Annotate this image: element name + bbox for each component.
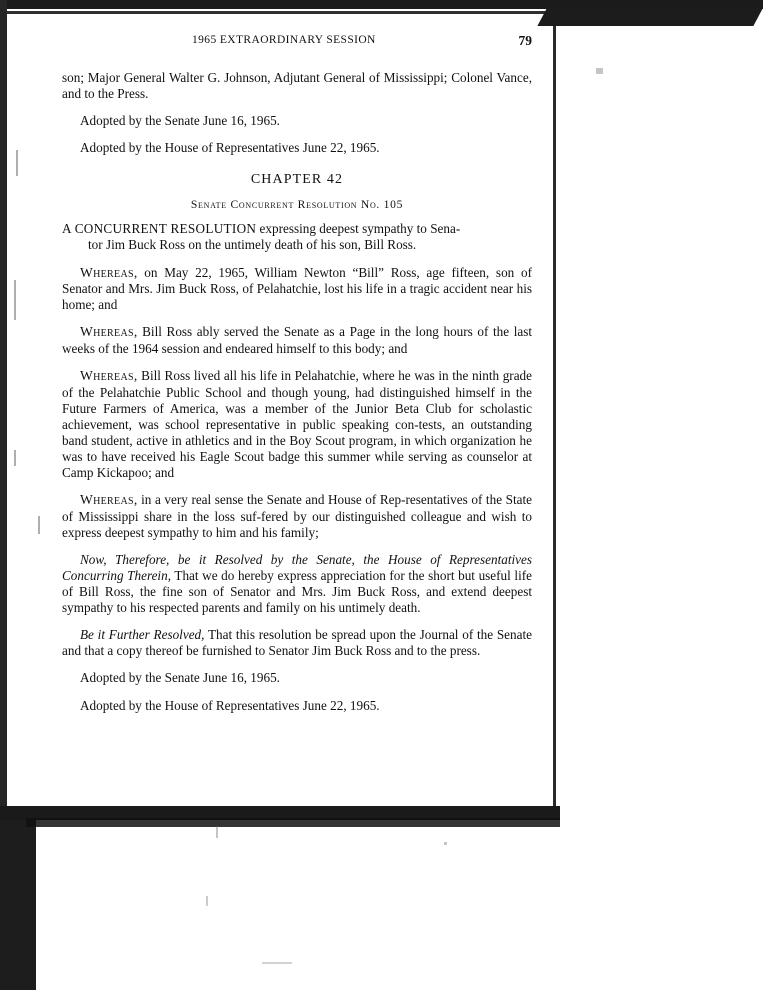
- adopted-house-bottom: Adopted by the House of Representatives June 22, 1965.: [80, 697, 380, 713]
- further-resolved-lead: Be it Further Resolved,: [80, 627, 205, 643]
- whereas-text-1: on May 22, 1965, William Newton “Bill” Ross, age fifteen, son of Senator and Mrs. Jim Buck Ross, of Pelahatchie, lost his life in a tragic accident near his home; and: [62, 264, 532, 313]
- scan-speck: [216, 826, 218, 838]
- scan-bottom-shadow: [26, 818, 560, 827]
- scan-corner-skew: [537, 6, 763, 26]
- whereas-label-3: Whereas,: [80, 368, 138, 383]
- whereas-clause-4: [62, 492, 532, 541]
- running-head-title: [192, 34, 376, 46]
- running-head-year: 1965 EXTRAORDINARY SESSION: [192, 34, 376, 46]
- whereas-clause-1: [62, 265, 532, 314]
- whereas-clause-2: [62, 324, 532, 357]
- resolution-heading: Senate Concurrent Resolution No. 105: [190, 198, 404, 212]
- chapter-heading: CHAPTER 42: [250, 172, 344, 188]
- resolved-clause: [62, 552, 532, 616]
- scan-top-edge: [7, 11, 556, 14]
- scan-speck: [596, 68, 603, 74]
- continued-paragraph: son; Major General Walter G. Johnson, Adjutant General of Mississippi; Colonel Vance, and to the Press.: [62, 70, 532, 102]
- scan-speck: [206, 896, 208, 906]
- scan-speck: [16, 150, 18, 176]
- resolution-intro: [62, 221, 532, 253]
- whereas-text-4: in a very real sense the Senate and House of Rep-resentatives of the State of Mississippi share in the loss suf-fered by our distinguished colleague and wish to express deepest sympathy to him and his family;: [62, 492, 533, 540]
- whereas-label-1: Whereas,: [80, 264, 138, 280]
- whereas-text-3: Bill Ross lived all his life in Pelahatchie, where he was in the ninth grade of the Pelahatchie Public School and though young, had distinguished himself in the Future Farmers of America, was a member of the Junior Beta Club for scholastic achievement, was school representative in public speaking con-tests, an outstanding band student, active in athletics and in the Boy Scout program, in which organization he was to have received his Eagle Scout badge this summer while serving as counselor at Camp Kickapoo; and: [62, 368, 532, 481]
- resolved-lead: Now, Therefore, be it Resolved by the Senate, the House of Representatives Concurring Therein,: [62, 551, 532, 583]
- whereas-text-2: Bill Ross ably served the Senate as a Page in the long hours of the last weeks of the 1964 session and endeared himself to this body; and: [62, 324, 533, 356]
- further-resolved-text: That this resolution be spread upon the Journal of the Senate and that a copy thereof be furnished to Senator Jim Buck Ross and to the press.: [62, 627, 533, 659]
- scan-speck: [262, 962, 292, 964]
- document-page: [62, 34, 532, 725]
- running-head: [62, 34, 532, 58]
- page-number: 79: [518, 33, 532, 48]
- whereas-label-2: Whereas,: [80, 324, 138, 340]
- adopted-house-top: Adopted by the House of Representatives June 22, 1965.: [80, 140, 380, 156]
- adopted-senate-top: Adopted by the Senate June 16, 1965.: [80, 113, 280, 129]
- scan-bottom-left-corner: [0, 806, 36, 990]
- adopted-senate-bottom: Adopted by the Senate June 16, 1965.: [80, 670, 280, 686]
- resolved-text: That we do hereby express appreciation for the short but useful life of Bill Ross, the fine son of Senator and Mrs. Jim Buck Ross, and extend deepest sympathy to his respected parents and family on his untimely death.: [62, 568, 532, 616]
- scan-right-edge: [553, 14, 556, 809]
- further-resolved-clause: [62, 627, 532, 659]
- scan-speck: [444, 842, 447, 845]
- resolution-intro-second-line: tor Jim Buck Ross on the untimely death of his son, Bill Ross.: [88, 237, 417, 253]
- whereas-clause-3: [62, 368, 532, 481]
- scan-speck: [38, 516, 40, 534]
- resolution-intro-lead: A CONCURRENT RESOLUTION: [62, 221, 257, 237]
- scan-speck: [14, 450, 16, 466]
- whereas-label-4: Whereas,: [80, 492, 138, 508]
- resolution-intro-rest: expressing deepest sympathy to Sena-: [259, 221, 461, 237]
- scan-speck: [14, 280, 16, 320]
